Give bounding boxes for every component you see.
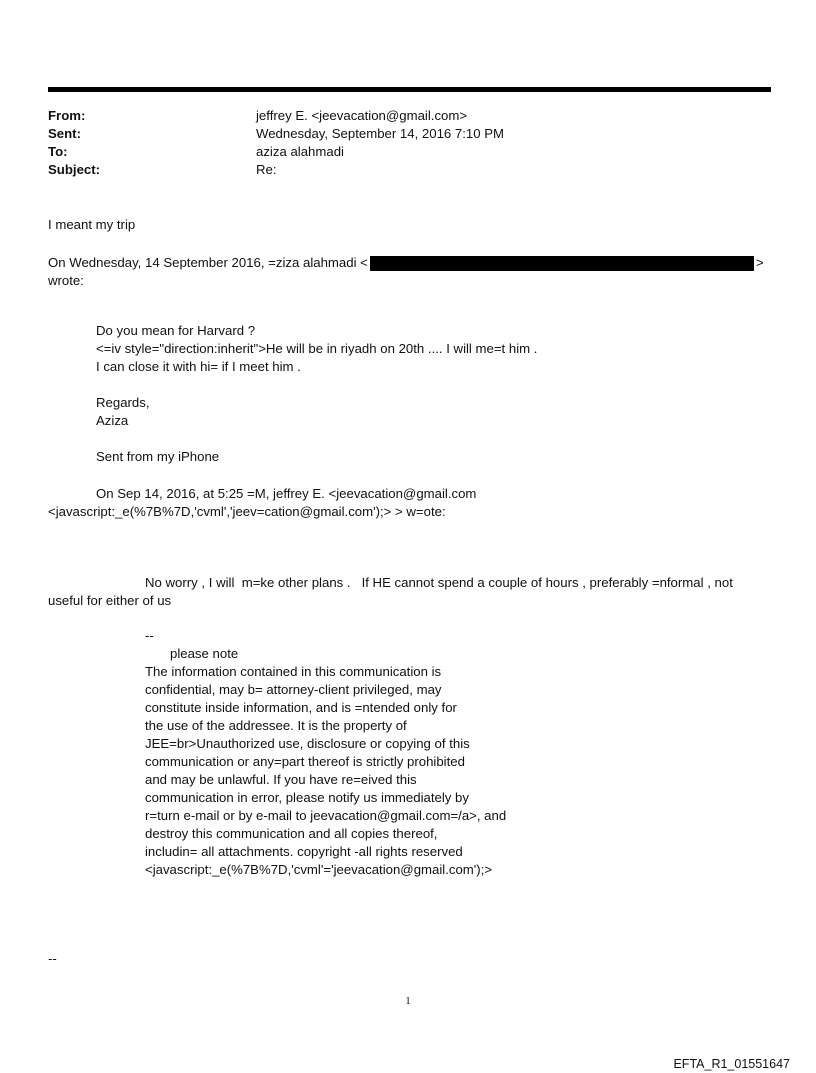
from-value: jeffrey E. <jeevacation@gmail.com>: [256, 108, 468, 123]
end-dash: --: [48, 951, 57, 966]
quote-intro-close: >: [756, 255, 764, 270]
quoted-line: <javascript:_e(%7B%7D,'cvml','jeev=cation@gmail.com');> > w=ote:: [48, 504, 446, 519]
quoted-line: Do you mean for Harvard ?: [96, 323, 256, 338]
page-number: 1: [405, 995, 411, 1007]
quoted-line: I can close it with hi= if I meet him .: [96, 359, 301, 374]
header-rule: [48, 87, 771, 92]
disclaimer-line: includin= all attachments. copyright -all rights reserved: [145, 844, 463, 859]
disclaimer-line: communication in error, please notify us immediately by: [145, 790, 469, 805]
disclaimer-line: communication or any=part thereof is strictly prohibited: [145, 754, 465, 769]
reply-line: No worry , I will m=ke other plans . If HE cannot spend a couple of hours , preferably =nformal , not: [145, 575, 733, 590]
to-value: aziza alahmadi: [256, 144, 344, 159]
document-id: EFTA_R1_01551647: [673, 1057, 790, 1071]
signature-note: please note: [170, 646, 239, 661]
signature-dash: --: [145, 628, 154, 643]
from-label: From:: [48, 108, 86, 123]
to-label: To:: [48, 144, 68, 159]
disclaimer-line: destroy this communication and all copies thereof,: [145, 826, 438, 841]
disclaimer-line: <javascript:_e(%7B%7D,'cvml'='jeevacation@gmail.com');>: [145, 862, 493, 877]
quoted-line: <=iv style="direction:inherit">He will be in riyadh on 20th .... I will me=t him .: [96, 341, 538, 356]
quote-intro-wrote: wrote:: [48, 273, 84, 288]
body-line: I meant my trip: [48, 217, 136, 232]
reply-line: useful for either of us: [48, 593, 172, 608]
disclaimer-line: and may be unlawful. If you have re=eived this: [145, 772, 417, 787]
quote-intro: On Wednesday, 14 September 2016, =ziza alahmadi <: [48, 255, 368, 270]
disclaimer-line: The information contained in this communication is: [145, 664, 442, 679]
disclaimer-line: confidential, may b= attorney-client privileged, may: [145, 682, 442, 697]
disclaimer-line: r=turn e-mail or by e-mail to jeevacation@gmail.com=/a>, and: [145, 808, 507, 823]
disclaimer-line: the use of the addressee. It is the property of: [145, 718, 407, 733]
redaction-bar: [370, 256, 754, 271]
sent-value: Wednesday, September 14, 2016 7:10 PM: [256, 126, 505, 141]
quoted-line: On Sep 14, 2016, at 5:25 =M, jeffrey E. <jeevacation@gmail.com: [96, 486, 477, 501]
quoted-line: Sent from my iPhone: [96, 449, 220, 464]
disclaimer-line: constitute inside information, and is =ntended only for: [145, 700, 457, 715]
subject-value: Re:: [256, 162, 277, 177]
quoted-line: Aziza: [96, 413, 129, 428]
sent-label: Sent:: [48, 126, 81, 141]
disclaimer-line: JEE=br>Unauthorized use, disclosure or copying of this: [145, 736, 470, 751]
quoted-line: Regards,: [96, 395, 150, 410]
subject-label: Subject:: [48, 162, 101, 177]
